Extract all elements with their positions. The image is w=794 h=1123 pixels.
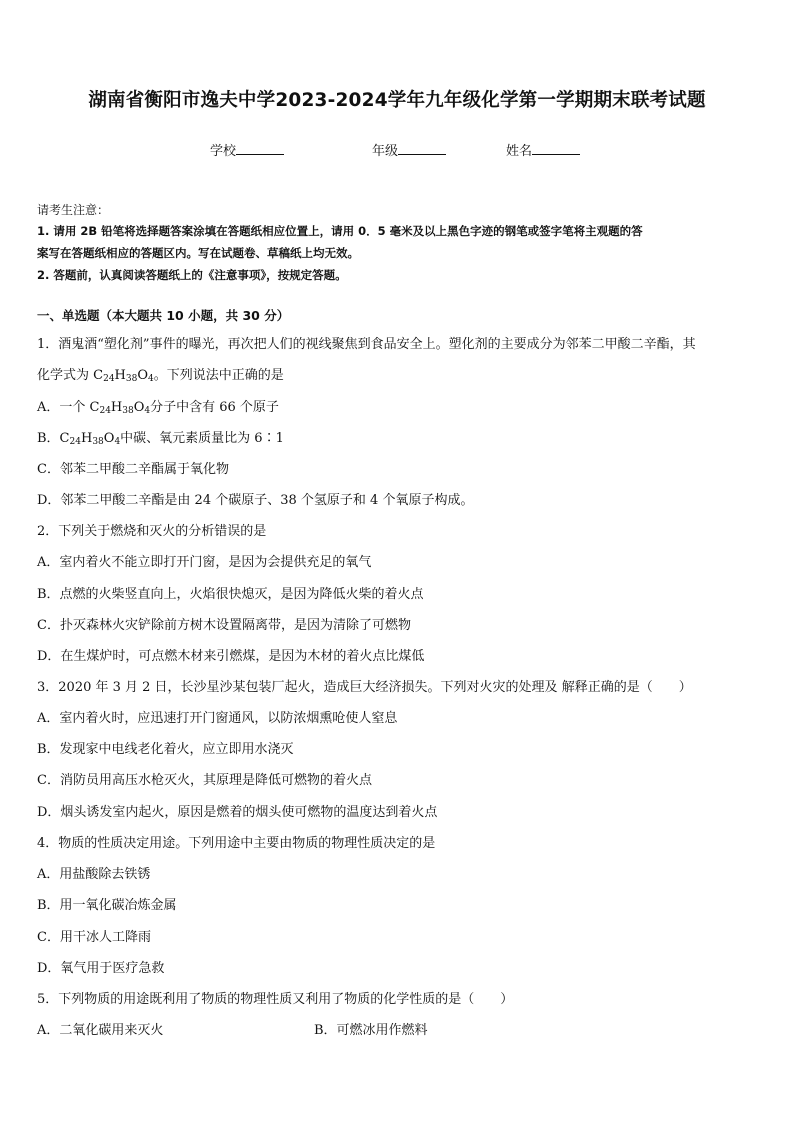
- formula-element: O: [103, 431, 115, 446]
- question-2-option-b: B．点燃的火柴竖直向上，火焰很快熄灭，是因为降低火柴的着火点: [37, 587, 424, 602]
- question-2-option-d: D．在生煤炉时，可点燃木材来引燃煤，是因为木材的着火点比煤低: [37, 649, 425, 664]
- name-blank: [532, 142, 580, 155]
- grade-field: [372, 140, 446, 159]
- question-2-option-a: A．室内着火不能立即打开门窗，是因为会提供充足的氧气: [37, 555, 372, 570]
- question-4-option-c: C．用干冰人工降雨: [37, 930, 151, 945]
- question-1-line-2: [37, 364, 284, 383]
- option-text-post: 中碳、氧元素质量比为 6∶1: [120, 431, 284, 446]
- formula-element: O: [133, 400, 145, 415]
- formula-sub: 24: [103, 374, 115, 384]
- question-2: 2．下列关于燃烧和灭火的分析错误的是: [37, 524, 267, 539]
- formula-element: H: [114, 368, 126, 383]
- formula-element: H: [110, 400, 123, 415]
- question-4-option-a: A．用盐酸除去铁锈: [37, 867, 151, 882]
- formula-sub: 24: [99, 406, 111, 416]
- school-blank: [236, 142, 284, 155]
- question-1-option-a: [37, 396, 279, 415]
- question-1-option-c: C．邻苯二甲酸二辛酯属于氧化物: [37, 462, 229, 477]
- question-3-option-c: C．消防员用高压水枪灭火，其原理是降低可燃物的着火点: [37, 773, 372, 788]
- formula-element: H: [80, 431, 93, 446]
- formula-sub: 24: [69, 437, 81, 447]
- question-5-option-a: A．二氧化碳用来灭火: [37, 1023, 164, 1038]
- formula-sub: 4: [144, 406, 151, 416]
- formula-sub: 38: [92, 437, 104, 447]
- formula-element: O: [137, 368, 149, 383]
- formula-sub: 4: [114, 437, 121, 447]
- question-3-option-b: B．发现家中电线老化着火，应立即用水浇灭: [37, 742, 294, 757]
- question-5: 5．下列物质的用途既利用了物质的物理性质又利用了物质的化学性质的是（ ）: [37, 992, 514, 1007]
- grade-blank: [398, 142, 446, 155]
- formula-sub: 38: [122, 406, 134, 416]
- question-1-line-1: 1．酒鬼酒“塑化剂”事件的曝光，再次把人们的视线聚焦到食品安全上。塑化剂的主要成分为邻苯二甲酸二辛酯，其: [37, 337, 696, 352]
- question-1-option-d: D．邻苯二甲酸二辛酯是由 24 个碳原子、38 个氢原子和 4 个氧原子构成。: [37, 493, 474, 508]
- question-4-option-d: D．氧气用于医疗急救: [37, 961, 165, 976]
- notice-item-1-line-2: 案写在答题纸相应的答题区内。写在试题卷、草稿纸上均无效。: [37, 246, 359, 260]
- question-1-text-pre: 化学式为 C: [37, 368, 104, 383]
- option-text-pre: A．一个 C: [37, 400, 100, 415]
- option-text-pre: B．C: [37, 431, 70, 446]
- question-3-option-d: D．烟头诱发室内起火，原因是燃着的烟头使可燃物的温度达到着火点: [37, 805, 438, 820]
- formula-sub: 38: [125, 374, 138, 384]
- question-1-text-post: 。下列说法中正确的是: [153, 368, 284, 383]
- notice-item-1-line-1: 1. 请用 2B 铅笔将选择题答案涂填在答题纸相应位置上，请用 0．5 毫米及以上黑色字迹的钢笔或签字笔将主观题的答: [37, 224, 643, 238]
- formula-sub: 4: [148, 374, 154, 384]
- question-2-option-c: C．扑灭森林火灾铲除前方树木设置隔离带，是因为清除了可燃物: [37, 618, 411, 633]
- notice-heading: 请考生注意：: [37, 203, 110, 217]
- name-label: 姓名: [506, 144, 533, 159]
- question-5-option-b: B．可燃冰用作燃料: [314, 1023, 428, 1038]
- school-field: [210, 140, 284, 159]
- school-label: 学校: [210, 144, 237, 159]
- question-1-option-b: [37, 427, 284, 446]
- question-3: 3．2020 年 3 月 2 日，长沙星沙某包装厂起火，造成巨大经济损失。下列对火灾的处理及 解释正确的是（ ）: [37, 680, 692, 695]
- question-4: 4．物质的性质决定用途。下列用途中主要由物质的物理性质决定的是: [37, 836, 436, 851]
- question-3-option-a: A．室内着火时，应迅速打开门窗通风，以防浓烟熏呛使人窒息: [37, 711, 398, 726]
- page-title: 湖南省衡阳市逸夫中学2023-2024学年九年级化学第一学期期末联考试题: [88, 90, 706, 111]
- section-title: 一、单选题（本大题共 10 小题，共 30 分）: [37, 308, 290, 323]
- option-text-post: 分子中含有 66 个原子: [150, 400, 279, 415]
- question-4-option-b: B．用一氧化碳冶炼金属: [37, 898, 177, 913]
- grade-label: 年级: [372, 144, 399, 159]
- name-field: [506, 140, 580, 159]
- notice-item-2: 2. 答题前，认真阅读答题纸上的《注意事项》，按规定答题。: [37, 268, 347, 282]
